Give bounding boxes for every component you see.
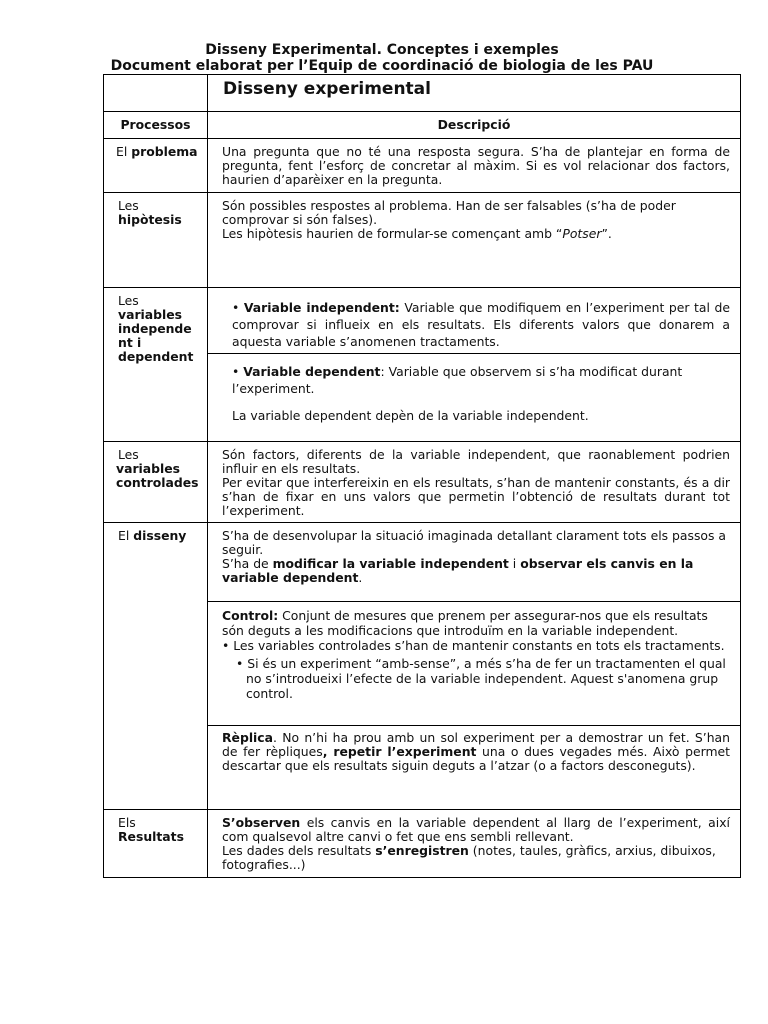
process-label-resultats: Els Resultats — [118, 815, 184, 844]
row-divider — [207, 353, 740, 354]
description-resultats: S’observen els canvis en la variable dependent al llarg de l’experiment, així com qualsevol altre canvi o fet que ens sembli rellevant. Les dades dels resultats s’enregistren (notes, taules, gràfics, arxius, dibuixos, fotografies...) — [222, 815, 730, 872]
description-control: Control: Conjunt de mesures que prenem per assegurar-nos que els resultats són deguts a les modificacions que introduïm en la variable independent. • Les variables controlades s’han de mantenir constants en tots els tractaments. • Si és un experiment “amb-sense”, a més s’ha de fer un tractamenten el qual no s’introdueixi l’efecte de la variable independent. Aquest s'anomena grup control. — [222, 608, 726, 701]
row-divider — [104, 441, 740, 442]
document-title: Disseny Experimental. Conceptes i exemples — [205, 42, 559, 58]
table-title: Disseny experimental — [223, 79, 431, 99]
row-divider — [207, 601, 740, 602]
process-label-hipotesis: Les hipòtesis — [118, 198, 182, 227]
description-replica: Rèplica. No n’hi ha prou amb un sol experiment per a demostrar un fet. S’han de fer rèpliques, repetir l’experiment una o dues vegades més. Això permet descartar que els resultats siguin deguts a l’atzar (o a factors desconeguts). — [222, 730, 730, 773]
experimental-design-table — [103, 74, 741, 878]
process-label-variables: Les variables independe nt i dependent — [118, 293, 194, 364]
row-divider — [104, 138, 740, 139]
description-controlades: Són factors, diferents de la variable independent, que raonablement podrien influir en els resultats. Per evitar que interfereixin en els resultats, s’han de mantenir constants, és a dir s’han de fixar en uns valors que permetin l’obtenció de resultats durant tot l’experiment. — [222, 447, 730, 518]
row-divider — [104, 809, 740, 810]
description-disseny: S’ha de desenvolupar la situació imaginada detallant clarament tots els passos a seguir. S’ha de modificar la variable independent i observar els canvis en la variable dependent. — [222, 528, 726, 585]
description-problema: Una pregunta que no té una resposta segura. S’ha de plantejar en forma de pregunta, fent l’esforç de concretar al màxim. Si es vol relacionar dos factors, haurien d’aparèixer en la pregunta. — [222, 144, 730, 187]
process-label-controlades: Les variables controlades — [116, 447, 199, 490]
description-independent-variable: • Variable independent: Variable que modifiquem en l’experiment per tal de comprovar si influeix en els resultats. Els diferents valors que donarem a aquesta variable s’anomenen tractaments. — [232, 300, 730, 349]
column-header-description: Descripció — [437, 117, 511, 132]
column-divider — [207, 75, 208, 877]
row-divider — [104, 192, 740, 193]
row-divider — [104, 111, 740, 112]
description-hipotesis: Són possibles respostes al problema. Han de ser falsables (s’ha de poder comprovar si són falses). Les hipòtesis haurien de formular-se començant amb “Potser”. — [222, 198, 676, 241]
row-divider — [207, 725, 740, 726]
process-label-disseny: El disseny — [118, 528, 187, 543]
document-subtitle: Document elaborat per l’Equip de coordinació de biologia de les PAU — [110, 58, 654, 74]
process-label-problema: El problema — [116, 144, 198, 159]
row-divider — [104, 522, 740, 523]
row-divider — [104, 287, 740, 288]
description-dependent-note: La variable dependent depèn de la variable independent. — [232, 408, 589, 423]
description-dependent-variable: • Variable dependent: Variable que observem si s’ha modificat durant l’experiment. — [232, 364, 683, 396]
column-header-processes: Processos — [120, 117, 191, 132]
